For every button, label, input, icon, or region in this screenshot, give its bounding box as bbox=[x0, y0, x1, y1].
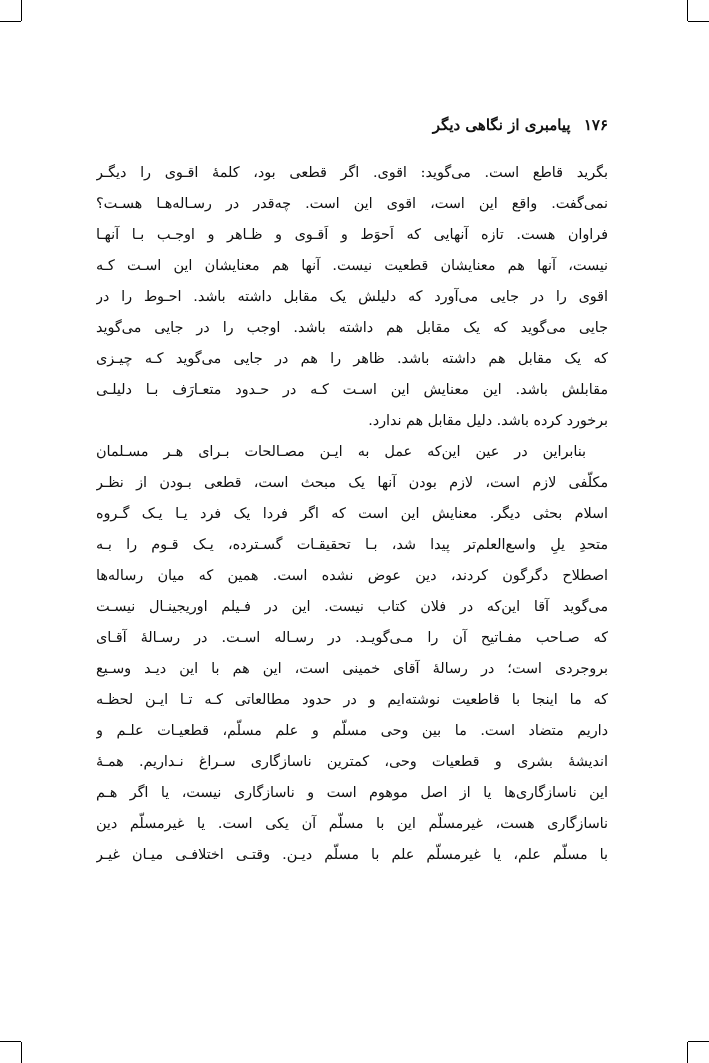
paragraph-1 bbox=[96, 158, 608, 437]
book-page bbox=[96, 112, 608, 871]
page-number: ۱۷۶ bbox=[583, 116, 608, 134]
text-line: اصطلاح دگرگون کردند، دین عوض نشده است. همین که میان رساله‌ها bbox=[96, 568, 608, 584]
text-line: فراوان هست. تازه آنهایی که اَحوَط و اَقـوی و ظـاهر و اوجـب بـا آنهـا bbox=[96, 227, 608, 243]
crop-mark-top-right-vertical bbox=[687, 0, 688, 21]
text-line: نمی‌گفت. واقع این است، اقوی این است. چه‌قدر در رسـاله‌هـا هسـت؟ bbox=[96, 196, 608, 212]
text-line: متحدِ یلِ واسع‌العلم‌تر پیدا شد، بـا تحقیقـات گسـترده، یـک قـوم را بـه bbox=[96, 537, 608, 553]
text-line: بروجردی است؛ در رسالهٔ آقای خمینی است، این هم با این دیـد وسـیع bbox=[96, 661, 608, 677]
body-text bbox=[96, 158, 608, 871]
crop-mark-top-left-horizontal bbox=[0, 21, 21, 22]
text-line: اقوی را در جایی می‌آورد که دلیلش یک مقابل داشته باشد. احـوط را در bbox=[96, 289, 608, 305]
text-line: که یک مقابل هم داشته باشد. ظاهر را هم در جایی می‌گوید کـه چیـزی bbox=[96, 351, 608, 367]
text-line: می‌گوید آقا این‌که در فلان کتاب نیست. این در فـیلم اوریجینـال نیسـت bbox=[96, 599, 608, 615]
text-line: داریم متضاد است. ما بین وحی مسلّم و علم مسلّم، قطعیـات علـم و bbox=[96, 723, 608, 739]
text-line: اسلام بحثی دیگر. معنایش این است که اگر فردا یک فرد یـا یـک گـروه bbox=[96, 506, 608, 522]
crop-mark-bottom-left-vertical bbox=[21, 1042, 22, 1063]
crop-mark-bottom-left-horizontal bbox=[0, 1041, 21, 1042]
crop-mark-top-left-vertical bbox=[21, 0, 22, 21]
text-line: بنابراین در عین این‌که عمل به ایـن مصـالحات بـرای هـر مسـلمان bbox=[96, 444, 586, 460]
paragraph-2 bbox=[96, 437, 608, 871]
text-line: مکلّفی لازم است، لازم بودن آنها یک مبحث است، قطعی بـودن از نظـر bbox=[96, 475, 608, 491]
text-line: که ما اینجا با قاطعیت نوشته‌ایم و در حدود مطالعاتی کـه تـا ایـن لحظـه bbox=[96, 692, 608, 708]
text-line: اندیشهٔ بشری و قطعیات وحی، کمترین ناسازگاری سـراغ نـداریم. همـهٔ bbox=[96, 754, 608, 770]
text-line: مقابلش باشد. این معنایش این اسـت کـه در حـدود متعـارَف بـا دلیلـی bbox=[96, 382, 608, 398]
crop-mark-top-right-horizontal bbox=[688, 21, 709, 22]
running-head bbox=[96, 112, 608, 138]
text-line: که صـاحب مفـاتیح آن را مـی‌گویـد. در رسـاله اسـت. در رسـالهٔ آقـای bbox=[96, 630, 608, 646]
crop-mark-bottom-right-horizontal bbox=[688, 1041, 709, 1042]
text-line: بگرید قاطع است. می‌گوید: اقوی. اگر قطعی بود، کلمهٔ اقـوی را دیگـر bbox=[96, 165, 608, 181]
crop-mark-bottom-right-vertical bbox=[687, 1042, 688, 1063]
text-line: ناسازگاری هست، غیرمسلّم این با مسلّم آن یکی است. یا غیرمسلّم دین bbox=[96, 816, 608, 832]
text-line: این ناسازگاری‌ها یا از اصل موهوم است و ناسازگاری نیست، یا اگر هـم bbox=[96, 785, 608, 801]
book-title: پیامبری از نگاهی دیگر bbox=[432, 116, 571, 134]
text-line: نیست، آنها هم معنایشان قطعیت نیست. آنها هم معنایشان این اسـت کـه bbox=[96, 258, 608, 274]
text-line: با مسلّم علم، یا غیرمسلّم علم با مسلّم دیـن. وقتـی اختلافـی میـان غیـر bbox=[96, 847, 608, 863]
text-line: جایی می‌گوید که یک مقابل هم داشته باشد. اوجب را در جایی می‌گوید bbox=[96, 320, 608, 336]
text-line: برخورد کرده باشد. دلیل مقابل هم ندارد. bbox=[368, 413, 608, 429]
